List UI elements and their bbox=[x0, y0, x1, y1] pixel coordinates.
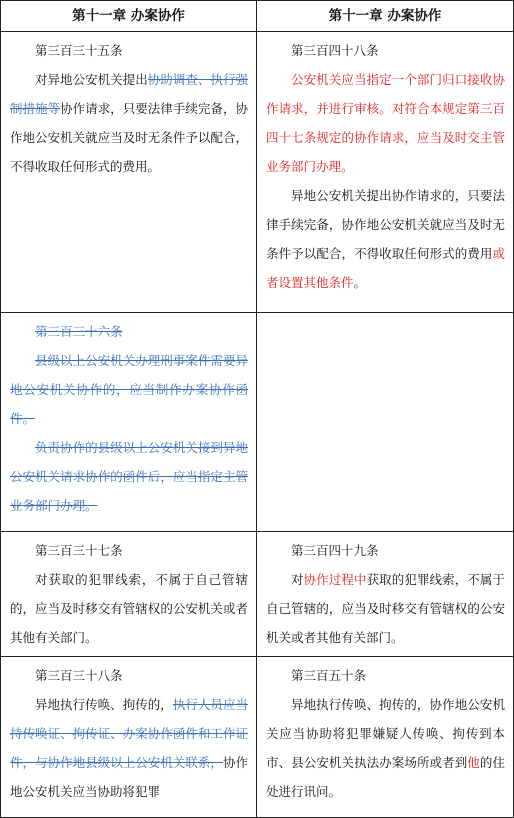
article-number: 第三百三十八条 bbox=[35, 668, 123, 683]
article-number: 第三百四十八条 bbox=[291, 43, 379, 58]
text-segment: 获取的犯罪线索，不属于自己管辖的，应当及时移交有管辖权的公安机关或者其他有关部门。 bbox=[266, 572, 505, 645]
right-cell-empty bbox=[257, 313, 514, 532]
left-cell bbox=[1, 532, 257, 657]
cell-content bbox=[1, 532, 256, 656]
article-paragraph bbox=[266, 565, 505, 652]
article-number: 第三百五十条 bbox=[291, 668, 367, 683]
deleted-text: 执行人员应当持传唤证、拘传证、办案协作函件和工作证件，与协作地县级以上公安机关联系， bbox=[10, 697, 248, 770]
added-text: 他 bbox=[467, 755, 480, 770]
article-paragraph bbox=[10, 565, 248, 652]
header-left-chapter: 第十一章 办案协作 bbox=[1, 1, 257, 32]
article-paragraph bbox=[266, 65, 505, 181]
header-right-chapter: 第十一章 办案协作 bbox=[257, 1, 514, 32]
left-cell bbox=[1, 32, 257, 313]
right-cell bbox=[257, 532, 514, 657]
left-cell bbox=[1, 657, 257, 818]
text-segment: 协作地公安机关应当协助将犯罪 bbox=[10, 755, 248, 799]
cell-content bbox=[1, 313, 256, 524]
deleted-text: 负责协作的县级以上公安机关接到异地公安机关请求协作的函件后，应当指定主管业务部门办理。 bbox=[10, 440, 248, 513]
table-row bbox=[1, 32, 514, 313]
deleted-text: 协助调查、执行强制措施等 bbox=[10, 72, 248, 116]
left-cell bbox=[1, 313, 257, 532]
text-segment: 异地执行传唤、拘传的， bbox=[35, 697, 173, 712]
text-segment: 对 bbox=[291, 572, 304, 587]
text-segment: 的住处进行讯问。 bbox=[266, 755, 505, 799]
cell-content bbox=[257, 32, 513, 301]
right-cell bbox=[257, 32, 514, 313]
table-header-row bbox=[1, 1, 514, 32]
article-paragraph bbox=[10, 690, 248, 806]
article-paragraph bbox=[10, 433, 248, 520]
cell-content bbox=[257, 313, 513, 321]
article-number: 第三百三十七条 bbox=[35, 543, 123, 558]
deleted-text: 县级以上公安机关办理刑事案件需要异地公安机关协作的，应当制作办案协作函件。 bbox=[10, 353, 248, 426]
article-paragraph bbox=[266, 690, 505, 806]
added-text: 或者设置其他条件 bbox=[266, 246, 505, 290]
text-segment: 对异地公安机关提出 bbox=[35, 72, 148, 87]
article-paragraph bbox=[10, 65, 248, 181]
text-segment: 。 bbox=[353, 275, 367, 290]
text-segment: 协作请求，只要法律手续完备，协作地公安机关就应当及时无条件予以配合，不得收取任何形式的费用。 bbox=[10, 101, 248, 174]
article-number: 第三百三十五条 bbox=[35, 43, 123, 58]
article-number: 第三百四十九条 bbox=[291, 543, 379, 558]
added-text: 公安机关应当指定一个部门归口接收协作请求，并进行审核。对符合本规定第三百四十七条规定的协作请求，应当及时交主管业务部门办理。 bbox=[266, 72, 505, 174]
cell-content bbox=[1, 657, 256, 810]
article-paragraph bbox=[10, 346, 248, 433]
table-row bbox=[1, 657, 514, 818]
text-segment: 异地执行传唤、拘传的，协作地公安机关应当协助将犯罪嫌疑人传唤、拘传到本市、县公安机关执法办案场所或者到 bbox=[266, 697, 505, 770]
cell-content bbox=[257, 532, 513, 656]
right-cell bbox=[257, 657, 514, 818]
cell-content bbox=[257, 657, 513, 810]
added-text: 协作过程中 bbox=[303, 572, 367, 587]
text-segment: 异地公安机关提出协作请求的，只要法律手续完备，协作地公安机关就应当及时无条件予以配合，不得收取任何形式的费用 bbox=[266, 188, 505, 261]
text-segment: 对获取的犯罪线索，不属于自己管辖的，应当及时移交有管辖权的公安机关或者其他有关部门。 bbox=[10, 572, 248, 645]
table-row bbox=[1, 532, 514, 657]
article-paragraph bbox=[266, 181, 505, 297]
table-row bbox=[1, 313, 514, 532]
cell-content bbox=[1, 32, 256, 185]
article-number: 第三百三十六条 bbox=[35, 324, 123, 339]
